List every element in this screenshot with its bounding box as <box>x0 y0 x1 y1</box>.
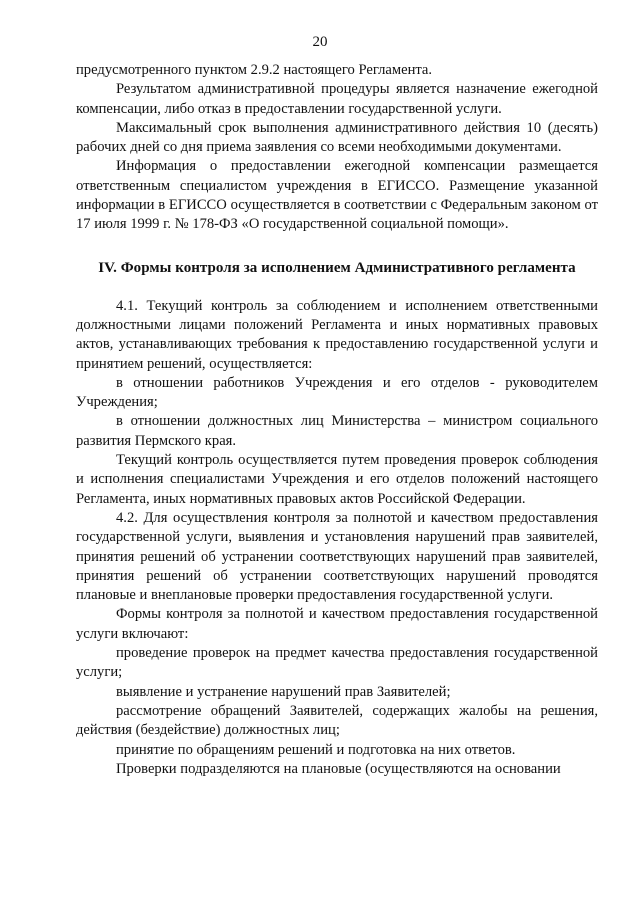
paragraph-result: Результатом административной процедуры является назначение ежегодной компенсации, либо отказ в предоставлении государственной услуги. <box>76 81 598 117</box>
paragraph-egisso-info: Информация о предоставлении ежегодной компенсации размещается ответственным специалистом учреждения в ЕГИССО. Размещение указанной информации в ЕГИССО осуществляется в соответствии с Федеральным законом от 17 июля 1999 г. № 178-ФЗ «О государственной социальной помощи». <box>76 158 598 233</box>
paragraph-4-1: 4.1. Текущий контроль за соблюдением и исполнением ответственными должностными лицами положений Регламента и иных нормативных правовых актов, устанавливающих требования к предоставлению государственной услуги и принятием решений, осуществляется: <box>76 297 598 372</box>
paragraph-ministry-officials: в отношении должностных лиц Министерства – министром социального развития Пермского края. <box>76 413 598 449</box>
paragraph-list-violations: выявление и устранение нарушений прав Заявителей; <box>116 683 451 700</box>
paragraph-max-term: Максимальный срок выполнения административного действия 10 (десять) рабочих дней со дня приема заявления со всеми необходимыми документами. <box>76 119 598 156</box>
paragraph-4-2: 4.2. Для осуществления контроля за полнотой и качеством предоставления государственной услуги, выявления и установления нарушений прав заявителей, принятия решений об устранении соответствующих нарушений прав заявителей, принятия решений об устранении соответствующих нарушений проводятся плановые и внеплановые проверки предоставления государственной услуги. <box>76 509 598 604</box>
paragraph-institution-staff: в отношении работников Учреждения и его отделов - руководителем Учреждения; <box>76 374 598 411</box>
paragraph-inspections-types: Проверки подразделяются на плановые (осуществляются на основании <box>116 760 561 777</box>
paragraph-current-control: Текущий контроль осуществляется путем проведения проверок соблюдения и исполнения специалистами Учреждения и его отделов положений настоящего Регламента, иных нормативных правовых актов Российской Федерации. <box>76 452 598 507</box>
page-number: 20 <box>312 34 328 50</box>
section-heading: IV. Формы контроля за исполнением Административного регламента <box>98 259 576 276</box>
paragraph-continuation: предусмотренного пунктом 2.9.2 настоящего Регламента. <box>76 62 433 78</box>
paragraph-control-forms: Формы контроля за полнотой и качеством предоставления государственной услуги включают: <box>76 606 598 642</box>
document-body <box>76 61 598 779</box>
paragraph-list-complaints: рассмотрение обращений Заявителей, содержащих жалобы на решения, действия (бездействие) должностных лиц; <box>76 702 598 739</box>
paragraph-list-inspections: проведение проверок на предмет качества предоставления государственной услуги; <box>76 645 598 681</box>
paragraph-list-responses: принятие по обращениям решений и подготовка на них ответов. <box>116 741 516 758</box>
